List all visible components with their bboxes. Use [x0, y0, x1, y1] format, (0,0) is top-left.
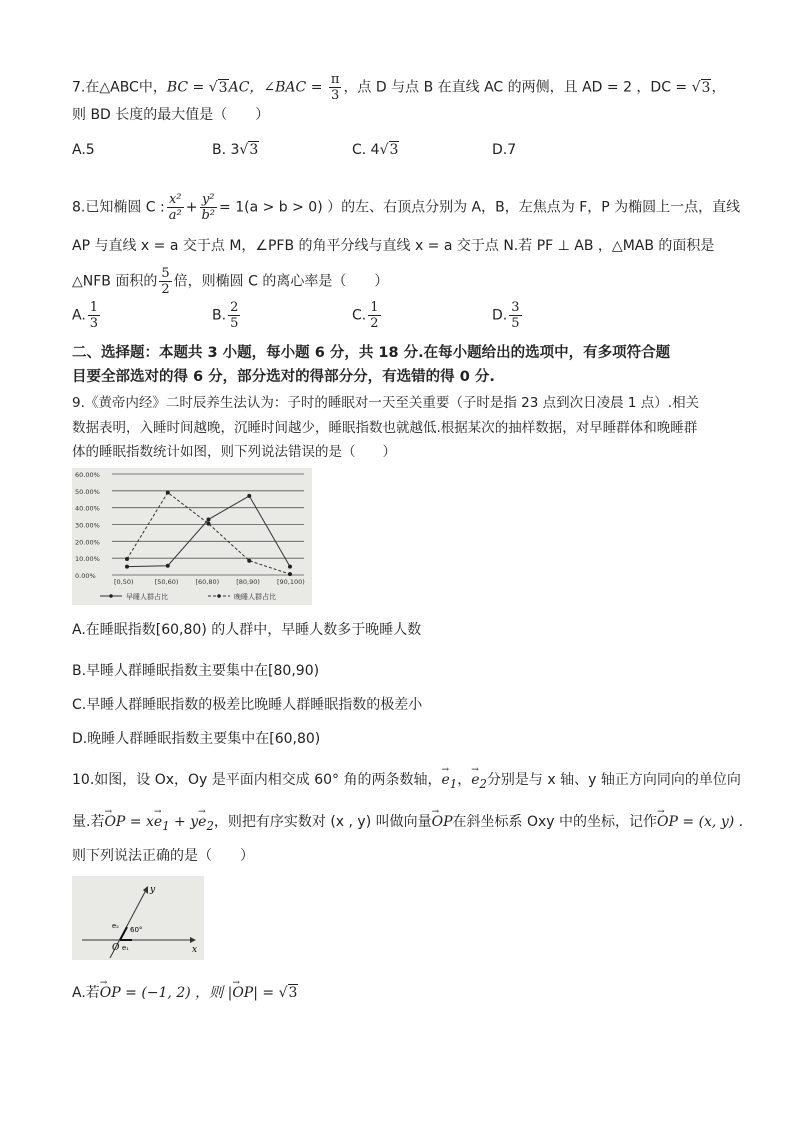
oblique-axes-figure — [72, 876, 204, 960]
data-point-series-2 — [125, 557, 129, 561]
x-tick-label: [90,100) — [277, 578, 305, 586]
data-point-series-2 — [288, 572, 292, 576]
data-point-series-1 — [207, 517, 211, 521]
data-point-series-2 — [247, 559, 251, 563]
y-axis-arrow — [143, 886, 148, 894]
series-line-1 — [127, 496, 290, 567]
data-point-series-1 — [125, 565, 129, 569]
data-point-series-1 — [288, 565, 292, 569]
x-axis-arrow — [190, 937, 196, 943]
chart-svg — [72, 468, 312, 605]
q7-line1: 7.在△ABC中，BC = √3AC，∠BAC = $\frac{\pi}{3}$ ，点 D 与点 B 在直线 AC 的两侧，且 AD = 2 ，DC = √3， — [72, 72, 726, 103]
x-tick-label: [50,60) — [154, 578, 179, 586]
q8-option-d: D. $\frac{3}{5}$ — [492, 300, 520, 331]
q8-option-a: A. $\frac{1}{3}$ — [72, 300, 99, 331]
e2-vector — [120, 927, 127, 940]
q7-option-b: B. 3√3 — [212, 142, 259, 158]
x-tick-label: [60,80) — [195, 578, 220, 586]
section2-heading-line2: 目要全部选对的得 6 分，部分选对的得部分分，有选错的得 0 分. — [72, 369, 495, 385]
data-point-series-2 — [166, 491, 170, 495]
q8-option-c: C. $\frac{1}{2}$ — [352, 300, 379, 331]
e2-label: e₂ — [112, 922, 119, 930]
q9-line3: 体的睡眠指数统计如图，则下列说法错误的是（ ） — [72, 444, 396, 460]
q10-line1: 10.如图，设 Ox，Oy 是平面内相交成 60° 角的两条数轴，→ $e_1$，→ $e_2$分别是与 x 轴、y 轴正方向同向的单位向 — [72, 770, 741, 794]
q9-option-d: D.晚睡人群睡眠指数主要集中在[60,80) — [72, 731, 321, 747]
y-tick-label: 30.00% — [75, 521, 100, 530]
x-axis-label: x — [192, 945, 198, 955]
q8-line2: AP 与直线 x = a 交于点 M，∠PFB 的角平分线与直线 x = a 交于点 N.若 PF ⊥ AB ，△MAB 的面积是 — [72, 238, 715, 254]
q7-option-d: D.7 — [492, 142, 517, 158]
q7-line2: 则 BD 长度的最大值是（ ） — [72, 107, 270, 123]
q9-option-b: B.早睡人群睡眠指数主要集中在[80,90) — [72, 663, 320, 679]
q7-option-a: A.5 — [72, 142, 95, 158]
legend-marker — [217, 594, 221, 598]
q9-option-a: A.在睡眠指数[60,80) 的人群中，早睡人数多于晚睡人数 — [72, 622, 422, 638]
y-axis-label: y — [150, 885, 156, 895]
q9-option-c: C.早睡人群睡眠指数的极差比晚睡人群睡眠指数的极差小 — [72, 697, 423, 713]
y-tick-label: 50.00% — [75, 487, 100, 496]
q9-line2: 数据表明，入睡时间越晚，沉睡时间越少，睡眠指数也就越低.根据某次的抽样数据，对早睡群体和晚睡群 — [72, 420, 698, 436]
q10-line3: 则下列说法正确的是（ ） — [72, 848, 254, 864]
q7-option-c: C. 4√3 — [352, 142, 399, 158]
x-tick-label: [0,50) — [114, 578, 134, 586]
q9-line1: 9.《黄帝内经》二时辰养生法认为：子时的睡眠对一天至关重要（子时是指 23 点到次日凌晨 1 点）.相关 — [72, 395, 700, 411]
legend-label: 晚睡人群占比 — [234, 593, 276, 601]
q8-line3: △NFB 面积的 $\frac{5}{2}$ 倍，则椭圆 C 的离心率是（ ） — [72, 266, 389, 297]
data-point-series-1 — [247, 494, 251, 498]
y-tick-label: 10.00% — [75, 555, 100, 564]
q8-option-b: B. $\frac{2}{5}$ — [212, 300, 239, 331]
e1-label: e₁ — [122, 944, 129, 952]
y-tick-label: 20.00% — [75, 538, 100, 547]
data-point-series-2 — [207, 522, 211, 526]
y-tick-label: 0.00% — [75, 572, 96, 580]
section2-heading-line1: 二、选择题：本题共 3 小题，每小题 6 分，共 18 分.在每小题给出的选项中，有多项符合题 — [72, 345, 671, 361]
y-tick-label: 40.00% — [75, 504, 100, 513]
origin-label: O — [112, 943, 120, 953]
y-tick-label: 60.00% — [75, 471, 100, 479]
sleep-index-chart — [72, 468, 312, 605]
x-tick-label: [80,90) — [236, 578, 260, 586]
series-line-2 — [127, 493, 290, 575]
legend-marker — [109, 594, 113, 598]
q10-line2: 量.若→ OP = $x\to e_1 + y\to e_2$，则把有序实数对 (x , y) 叫做向量→ OP在斜坐标系 Oxy 中的坐标，记作→ OP = (x, y) . — [72, 812, 743, 836]
angle-label: 60° — [130, 926, 143, 934]
legend-label: 早睡人群占比 — [126, 593, 168, 601]
oblique-axes-svg — [72, 876, 204, 960]
q8-line1: 8.已知椭圆 C : $\frac{\text{x²}}{\text{a²}}$ + $\frac{\text{y²}}{\text{b²}}$ = 1(a > b > 0) ）的左、右顶点分别为 A，B，左焦点为 F，P 为椭圆上一点，直线 — [72, 192, 741, 223]
q10-option-a: A.若→ OP = (−1, 2) ，则 |→ OP| = √3 — [72, 983, 298, 1003]
data-point-series-1 — [166, 564, 170, 568]
